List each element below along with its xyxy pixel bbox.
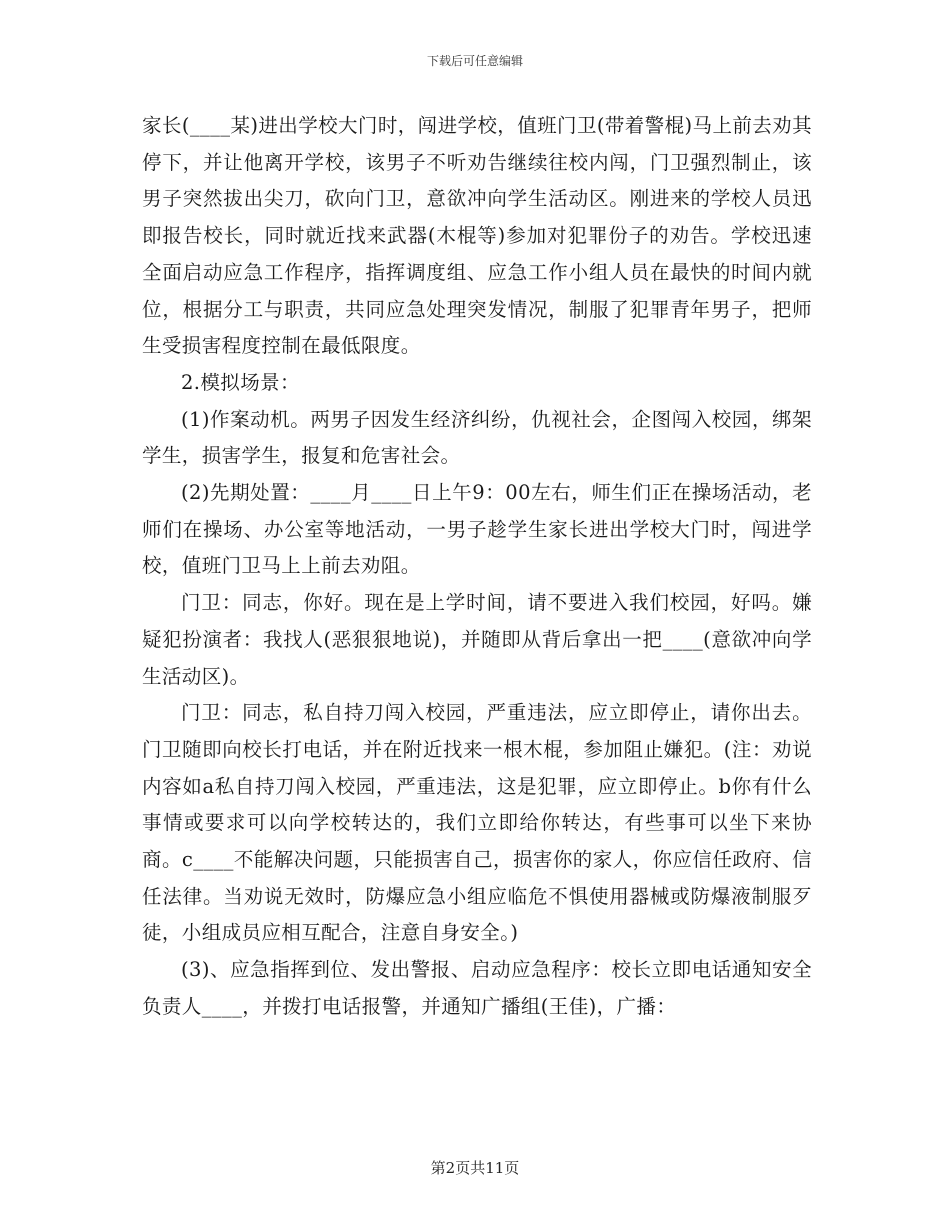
paragraph-4: (2)先期处置：____月____日上午9：00左右，师生们正在操场活动，老师们在操场、办公室等地活动，一男子趁学生家长进出学校大门时，闯进学校，值班门卫马上上前去劝阻。 (142, 481, 812, 578)
paragraph-3: (1)作案动机。两男子因发生经济纠纷，仇视社会，企图闯入校园，绑架学生，损害学生，报复和危害社会。 (142, 407, 812, 468)
paragraph-2-heading: 2.模拟场景： (181, 370, 300, 394)
paragraph-6: 门卫：同志，私自持刀闯入校园，严重违法，应立即停止，请你出去。门卫随即向校长打电话，并在附近找来一根木棍，参加阻止嫌犯。(注：劝说内容如a私自持刀闯入校园，严重违法，这是犯罪，应立即停止。b你有什么事情或要求可以向学校转达的，我们立即给你转达，有些事可以坐下来协商。c____不能解决问题，只能损害自己，损害你的家人，你应信任政府、信任法律。当劝说无效时，防爆应急小组应临危不惧使用器械或防爆液制服歹徒，小组成员应相互配合，注意自身安全。) (142, 701, 812, 945)
document-body (142, 108, 812, 1026)
paragraph-1: 家长(____某)进出学校大门时，闯进学校，值班门卫(带着警棍)马上前去劝其停下，并让他离开学校，该男子不听劝告继续往校内闯，门卫强烈制止，该男子突然拔出尖刀，砍向门卫，意欲冲向学生活动区。刚进来的学校人员迅即报告校长，同时就近找来武器(木棍等)参加对犯罪份子的劝告。学校迅速全面启动应急工作程序，指挥调度组、应急工作小组人员在最快的时间内就位，根据分工与职责，共同应急处理突发情况，制服了犯罪青年男子，把师生受损害程度控制在最低限度。 (142, 114, 812, 358)
paragraph-5: 门卫：同志，你好。现在是上学时间，请不要进入我们校园，好吗。嫌疑犯扮演者：我找人(恶狠狠地说)，并随即从背后拿出一把____(意欲冲向学生活动区)。 (142, 591, 812, 688)
page-footer: 第2页共11页 (430, 1159, 520, 1177)
page-header: 下载后可任意编辑 (426, 54, 523, 68)
paragraph-7: (3)、应急指挥到位、发出警报、启动应急程序：校长立即电话通知安全负责人____，并拨打电话报警，并通知广播组(王佳)，广播： (142, 958, 812, 1018)
